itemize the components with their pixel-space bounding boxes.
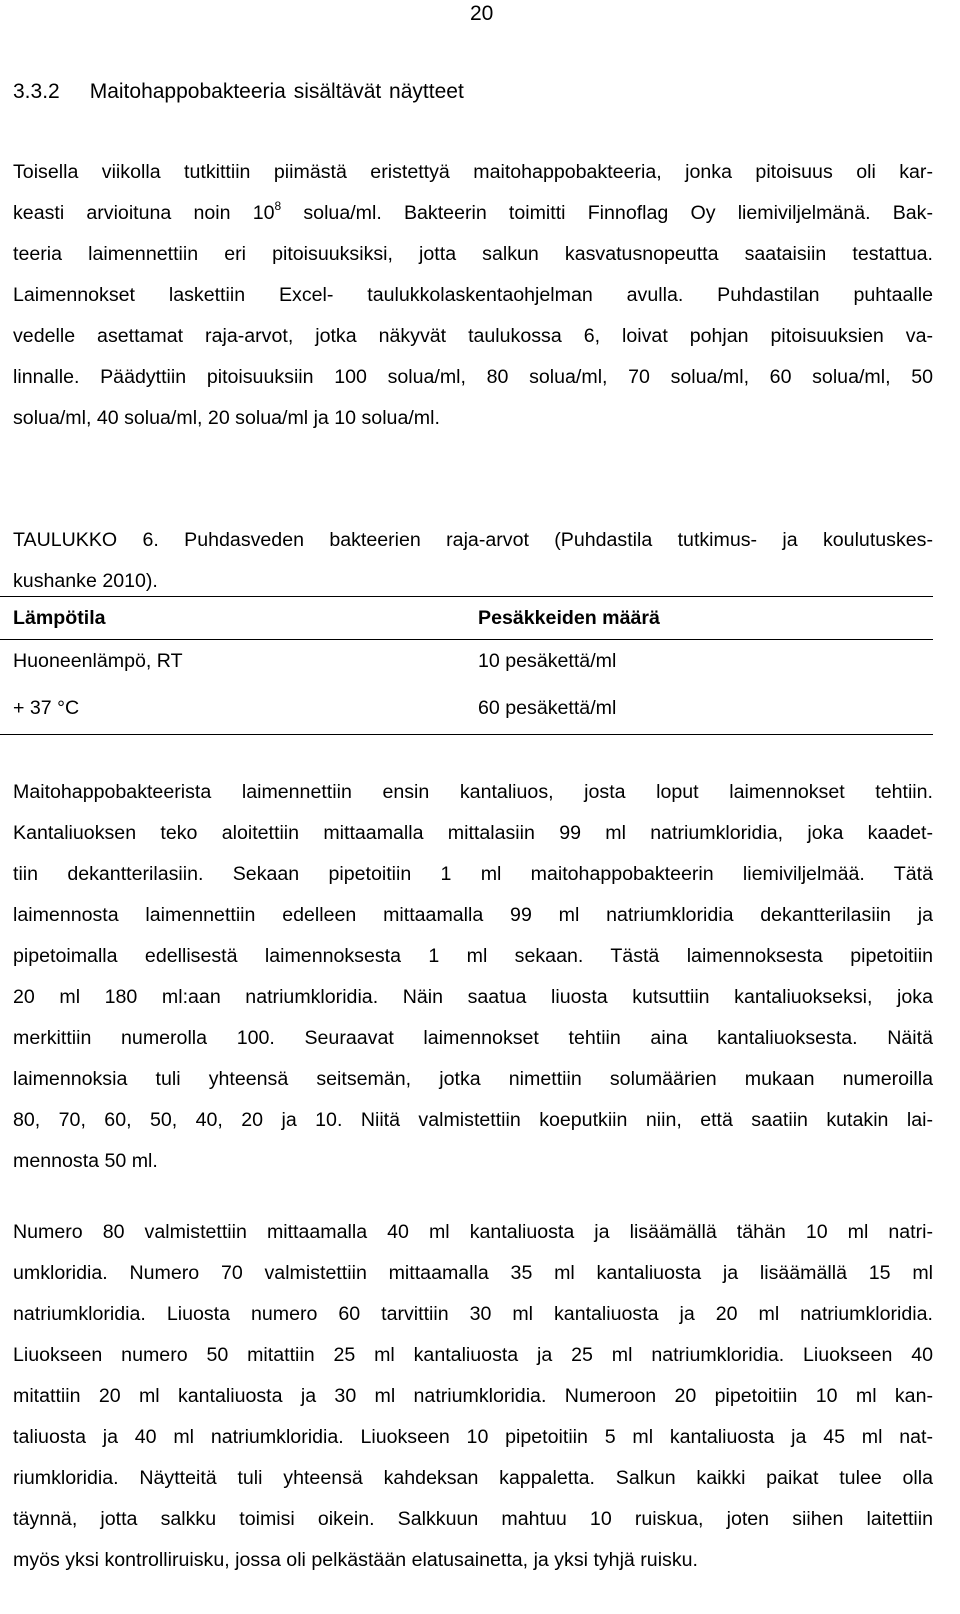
table-row — [0, 640, 933, 683]
paragraph-line: laimennosta laimennettiin edelleen mittaamalla 99 ml natriumkloridia dekantterilasiin ja — [13, 904, 933, 926]
paragraph-line: Liuokseen numero 50 mitattiin 25 ml kantaliuosta ja 25 ml natriumkloridia. Liuokseen 40 — [13, 1344, 933, 1366]
exponent: 8 — [274, 199, 282, 213]
paragraph-line: taliuosta ja 40 ml natriumkloridia. Liuokseen 10 pipetoitiin 5 ml kantaliuosta ja 45 ml nat- — [13, 1426, 933, 1448]
paragraph-line: tiin dekantterilasiin. Sekaan pipetoitiin 1 ml maitohappobakteerin liemiviljelmää. Tätä — [13, 863, 933, 885]
table-cell: 60 pesäkettä/ml — [465, 682, 933, 735]
paragraph-line: merkittiin numerolla 100. Seuraavat laimennokset tehtiin aina kantaliuoksesta. Näitä — [13, 1027, 933, 1049]
paragraph-line: Kantaliuoksen teko aloitettiin mittaamalla mittalasiin 99 ml natriumkloridia, joka kaadet- — [13, 822, 933, 844]
paragraph-line: riumkloridia. Näytteitä tuli yhteensä kahdeksan kappaletta. Salkun kaikki paikat tulee olla — [13, 1467, 933, 1489]
paragraph-line: teeria laimennettiin eri pitoisuuksiksi, jotta salkun kasvatusnopeutta saataisiin testattua. — [13, 243, 933, 265]
text-fragment: keasti arvioituna noin 10 — [13, 202, 275, 224]
paragraph-line: täynnä, jotta salkku toimisi oikein. Salkkuun mahtuu 10 ruiskua, joten siihen laitettiin — [13, 1508, 933, 1530]
intro-paragraph — [13, 152, 933, 439]
paragraph-line: laimennoksia tuli yhteensä seitsemän, jotka nimettiin solumäärien mukaan numeroilla — [13, 1068, 933, 1090]
section-heading — [13, 80, 464, 104]
paragraph-line: mitattiin 20 ml kantaliuosta ja 30 ml natriumkloridia. Numeroon 20 pipetoitiin 10 ml kan- — [13, 1385, 933, 1407]
caption-line: kushanke 2010). — [13, 570, 158, 592]
paragraph-line — [13, 193, 933, 234]
table-cell: 10 pesäkettä/ml — [478, 649, 617, 672]
dilution-paragraph — [13, 772, 933, 1182]
table-header-row — [0, 597, 933, 640]
section-number: 3.3.2 — [13, 80, 60, 103]
paragraph-line: Maitohappobakteerista laimennettiin ensin kantaliuos, josta loput laimennokset tehtiin. — [13, 781, 933, 803]
paragraph-line: 20 ml 180 ml:aan natriumkloridia. Näin saatua liuosta kutsuttiin kantaliuokseksi, joka — [13, 986, 933, 1008]
paragraph-line: vedelle asettamat raja-arvot, jotka näkyvät taulukossa 6, loivat pohjan pitoisuuksien va- — [13, 325, 933, 347]
limit-values-table — [0, 596, 933, 735]
header-colony-count: Pesäkkeiden määrä — [465, 597, 933, 640]
paragraph-line: 80, 70, 60, 50, 40, 20 ja 10. Niitä valmistettiin koeputkiin niin, että saatiin kutakin lai- — [13, 1109, 933, 1131]
paragraph-line: myös yksi kontrolliruisku, jossa oli pelkästään elatusainetta, ja yksi tyhjä ruisku. — [13, 1549, 698, 1571]
table-row — [0, 682, 933, 735]
table-cell: Huoneenlämpö, RT — [13, 649, 183, 672]
paragraph-line: pipetoimalla edellisestä laimennoksesta 1 ml sekaan. Tästä laimennoksesta pipetoitiin — [13, 945, 933, 967]
paragraph-line: umkloridia. Numero 70 valmistettiin mittaamalla 35 ml kantaliuosta ja lisäämällä 15 ml — [13, 1262, 933, 1284]
paragraph-line: natriumkloridia. Liuosta numero 60 tarvittiin 30 ml kantaliuosta ja 20 ml natriumkloridia. — [13, 1303, 933, 1325]
paragraph-line: Laimennokset laskettiin Excel- taulukkolaskentaohjelman avulla. Puhdastilan puhtaalle — [13, 284, 933, 306]
section-title: Maitohappobakteeria sisältävät näytteet — [89, 80, 464, 103]
text-fragment: solua/ml. Bakteerin toimitti Finnoflag Oy liemiviljelmänä. Bak- — [281, 202, 933, 224]
samples-paragraph — [13, 1212, 933, 1581]
page-number: 20 — [470, 2, 494, 25]
paragraph-line: solua/ml, 40 solua/ml, 20 solua/ml ja 10 solua/ml. — [13, 407, 440, 429]
paragraph-line: linnalle. Päädyttiin pitoisuuksiin 100 solua/ml, 80 solua/ml, 70 solua/ml, 60 solua/ml, 50 — [13, 366, 933, 388]
table-caption — [13, 520, 933, 602]
paragraph-line: mennosta 50 ml. — [13, 1150, 158, 1172]
table-cell: + 37 °C — [0, 682, 465, 735]
paragraph-line: Toisella viikolla tutkittiin piimästä eristettyä maitohappobakteeria, jonka pitoisuus oli kar- — [13, 161, 933, 183]
paragraph-line: Numero 80 valmistettiin mittaamalla 40 ml kantaliuosta ja lisäämällä tähän 10 ml natri- — [13, 1221, 933, 1243]
caption-line: TAULUKKO 6. Puhdasveden bakteerien raja-arvot (Puhdastila tutkimus- ja koulutuskes- — [13, 529, 933, 551]
header-temperature: Lämpötila — [0, 597, 465, 640]
